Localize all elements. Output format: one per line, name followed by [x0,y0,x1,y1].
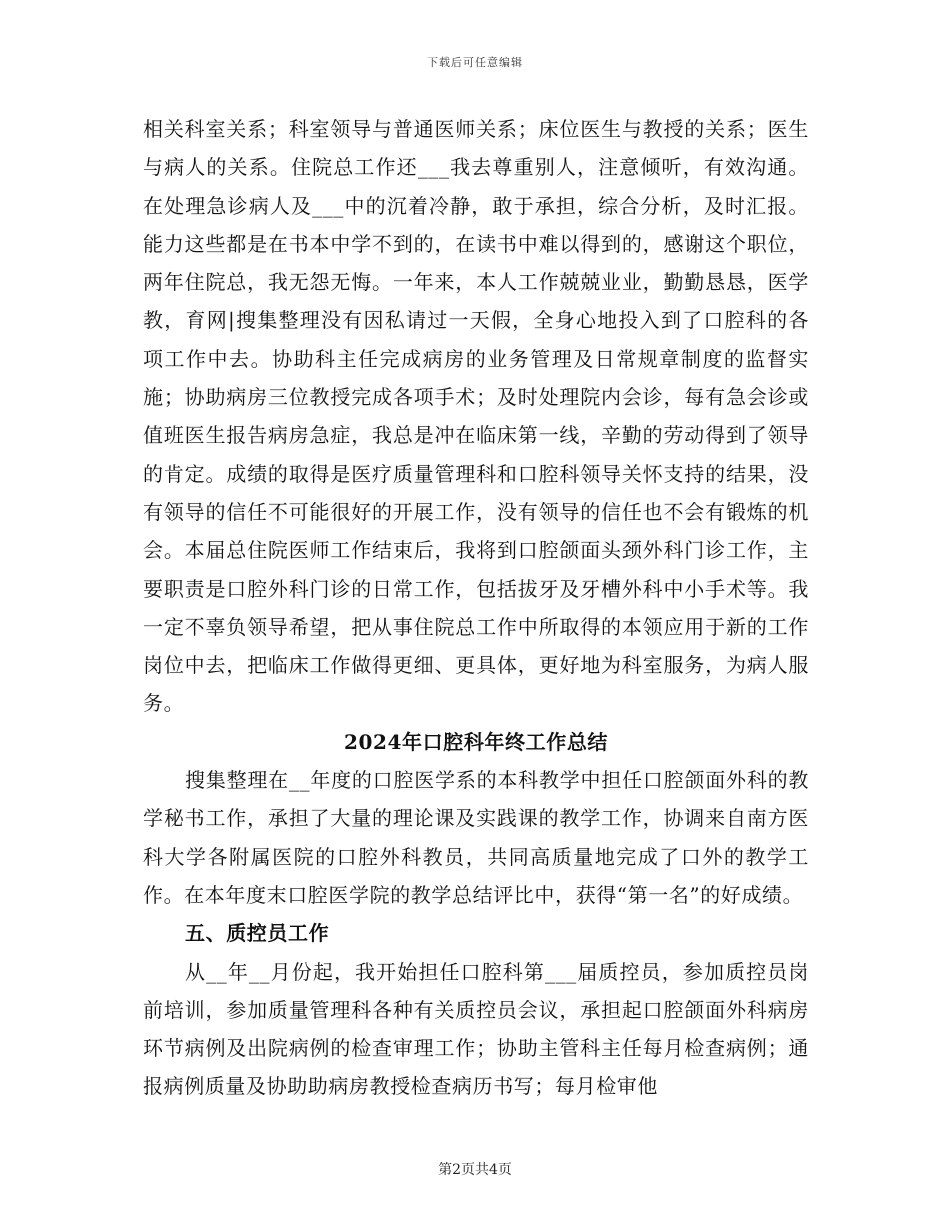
paragraph-teaching: 搜集整理在__年度的口腔医学系的本科教学中担任口腔颌面外科的教学秘书工作，承担了大量的理论课及实践课的教学工作，协调来自南方医科大学各附属医院的口腔外科教员，共同高质量地完成了口外的教学工作。在本年度末口腔医学院的教学总结评比中，获得“第一名”的好成绩。 [143,768,809,907]
paragraph-quality-control: 从__年__月份起，我开始担任口腔科第___届质控员，参加质控员岗前培训，参加质量管理科各种有关质控员会议，承担起口腔颌面外科病房环节病例及出院病例的检查审理工作；协助主管科主任每月检查病例；通报病例质量及协助助病房教授检查病历书写；每月检审他 [143,959,809,1099]
page-number: 第2页共4页 [438,1162,512,1178]
paragraph-continued: 相关科室关系；科室领导与普通医师关系；床位医生与教授的关系；医生与病人的关系。住院总工作还___我去尊重别人，注意倾听，有效沟通。在处理急诊病人及___中的沉着冷静，敢于承担，综合分析，及时汇报。能力这些都是在书本中学不到的，在读书中难以得到的，感谢这个职位，两年住院总，我无怨无悔。一年来，本人工作兢兢业业，勤勤恳恳，医学教，育网|搜集整理没有因私请过一天假，全身心地投入到了口腔科的各项工作中去。协助科主任完成病房的业务管理及日常规章制度的监督实施；协助病房三位教授完成各项手术；及时处理院内会诊，每有急会诊或值班医生报告病房急症，我总是冲在临床第一线，辛勤的劳动得到了领导的肯定。成绩的取得是医疗质量管理科和口腔科领导关怀支持的结果，没有领导的信任不可能很好的开展工作，没有领导的信任也不会有锻炼的机会。本届总住院医师工作结束后，我将到口腔颌面头颈外科门诊工作，主要职责是口腔外科门诊的日常工作，包括拔牙及牙槽外科中小手术等。我一定不辜负领导希望，把从事住院总工作中所取得的本领应用于新的工作岗位中去，把临床工作做得更细、更具体，更好地为科室服务，为病人服务。 [143,117,809,716]
section-title: 2024年口腔科年终工作总结 [343,729,609,754]
header-note: 下载后可任意编辑 [427,56,523,69]
document-body [143,110,809,1106]
subheading-quality-control: 五、质控员工作 [185,921,330,946]
